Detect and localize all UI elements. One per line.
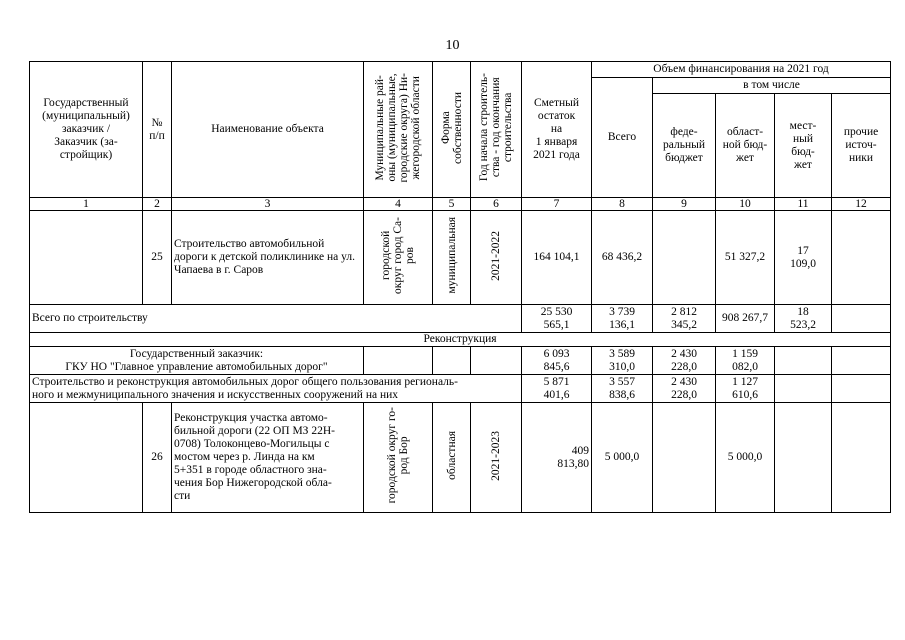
page-number: 10 (445, 38, 460, 53)
column-number: 12 (832, 198, 891, 211)
roads-total: 3 557 838,6 (592, 375, 653, 403)
roads-empty-cell (832, 375, 891, 403)
row26-federal (653, 403, 716, 513)
header-years (471, 62, 522, 198)
header-district-text: Муниципальные рай- оны (муниципальные, городские округа) Ни- жегородской области (374, 72, 422, 183)
section-title: Реконструкция (30, 333, 891, 347)
total-balance: 25 530 565,1 (522, 305, 592, 333)
row25-years (471, 211, 522, 305)
total-local: 18 523,2 (775, 305, 832, 333)
gku-empty-cell (364, 347, 433, 375)
column-number: 7 (522, 198, 592, 211)
header-including: в том числе (653, 78, 891, 94)
row26-ownership-text: областная (445, 431, 458, 480)
row26-district (364, 403, 433, 513)
gku-balance: 6 093 845,6 (522, 347, 592, 375)
row25-years-text: 2021-2022 (490, 230, 502, 281)
header-district (364, 62, 433, 198)
header-federal: феде- ральный бюджет (653, 94, 716, 198)
row26-ownership (433, 403, 471, 513)
total-construction-label: Всего по строительству (30, 305, 522, 333)
roads-federal: 2 430 228,0 (653, 375, 716, 403)
row25-name: Строительство автомобильной дороги к детской поликлинике на ул. Чапаева в г. Саров (172, 211, 364, 305)
column-number: 11 (775, 198, 832, 211)
row25-other (832, 211, 891, 305)
row25-total: 68 436,2 (592, 211, 653, 305)
header-local: мест- ный бюд- жет (775, 94, 832, 198)
column-number: 8 (592, 198, 653, 211)
total-other (832, 305, 891, 333)
table-row (30, 211, 891, 305)
gku-empty-cell (832, 347, 891, 375)
table-row (30, 375, 891, 403)
gku-total: 3 589 310,0 (592, 347, 653, 375)
roads-balance: 5 871 401,6 (522, 375, 592, 403)
roads-regional: 1 127 610,6 (716, 375, 775, 403)
gku-empty-cell (471, 347, 522, 375)
column-number: 1 (30, 198, 143, 211)
table-row (30, 305, 891, 333)
row26-local (775, 403, 832, 513)
row26-years-text: 2021-2023 (490, 430, 502, 481)
header-regional: област- ной бюд- жет (716, 94, 775, 198)
row26-regional: 5 000,0 (716, 403, 775, 513)
header-num: № п/п (143, 62, 172, 198)
row26-customer (30, 403, 143, 513)
row25-ownership (433, 211, 471, 305)
gku-label: Государственный заказчик: ГКУ НО "Главное управление автомобильных дорог" (30, 347, 364, 375)
header-ownership-text: Форма собственности (439, 91, 464, 164)
table-row (30, 347, 891, 375)
gku-regional: 1 159 082,0 (716, 347, 775, 375)
column-number: 6 (471, 198, 522, 211)
total-total: 3 739 136,1 (592, 305, 653, 333)
row25-balance: 164 104,1 (522, 211, 592, 305)
header-balance: Сметный остаток на 1 января 2021 года (522, 62, 592, 198)
header-funding-2021: Объем финансирования на 2021 год (592, 62, 891, 78)
total-federal: 2 812 345,2 (653, 305, 716, 333)
row25-num: 25 (143, 211, 172, 305)
row26-name: Реконструкция участка автомо- бильной дороги (22 ОП МЗ 22Н- 0708) Толоконцево-Могильцы с мостом через р. Линда на км 5+351 в городе областного зна- чения Бор Нижегородской обла- сти (172, 403, 364, 513)
total-regional: 908 267,7 (716, 305, 775, 333)
row25-district-text: городской округ город Са- ров (380, 217, 416, 294)
column-number: 4 (364, 198, 433, 211)
row26-years (471, 403, 522, 513)
row26-total: 5 000,0 (592, 403, 653, 513)
roads-label: Строительство и реконструкция автомобильных дорог общего пользования региональ- ного и межмуниципального значения и искусственных сооружений на них (30, 375, 522, 403)
gku-empty-cell (433, 347, 471, 375)
row25-ownership-text: муниципальная (445, 217, 458, 294)
header-ownership (433, 62, 471, 198)
roads-empty-cell (775, 375, 832, 403)
column-number: 5 (433, 198, 471, 211)
row25-customer (30, 211, 143, 305)
header-other: прочие источ- ники (832, 94, 891, 198)
row25-district (364, 211, 433, 305)
column-number: 2 (143, 198, 172, 211)
header-object: Наименование объекта (172, 62, 364, 198)
table-row (30, 403, 891, 513)
row26-other (832, 403, 891, 513)
row26-district-text: городской округ го- род Бор (386, 407, 410, 504)
header-customer: Государственный (муниципальный) заказчик / Заказчик (за- стройщик) (30, 62, 143, 198)
gku-federal: 2 430 228,0 (653, 347, 716, 375)
column-number: 3 (172, 198, 364, 211)
row26-num: 26 (143, 403, 172, 513)
gku-empty-cell (775, 347, 832, 375)
column-number: 10 (716, 198, 775, 211)
investment-table (29, 61, 891, 513)
row25-regional: 51 327,2 (716, 211, 775, 305)
header-years-text: Год начала строитель- ства - год окончания строительства (478, 73, 514, 182)
column-number: 9 (653, 198, 716, 211)
row25-local: 17 109,0 (775, 211, 832, 305)
row26-balance: 409 813,80 (522, 403, 592, 513)
row25-federal (653, 211, 716, 305)
header-total: Всего (592, 78, 653, 198)
